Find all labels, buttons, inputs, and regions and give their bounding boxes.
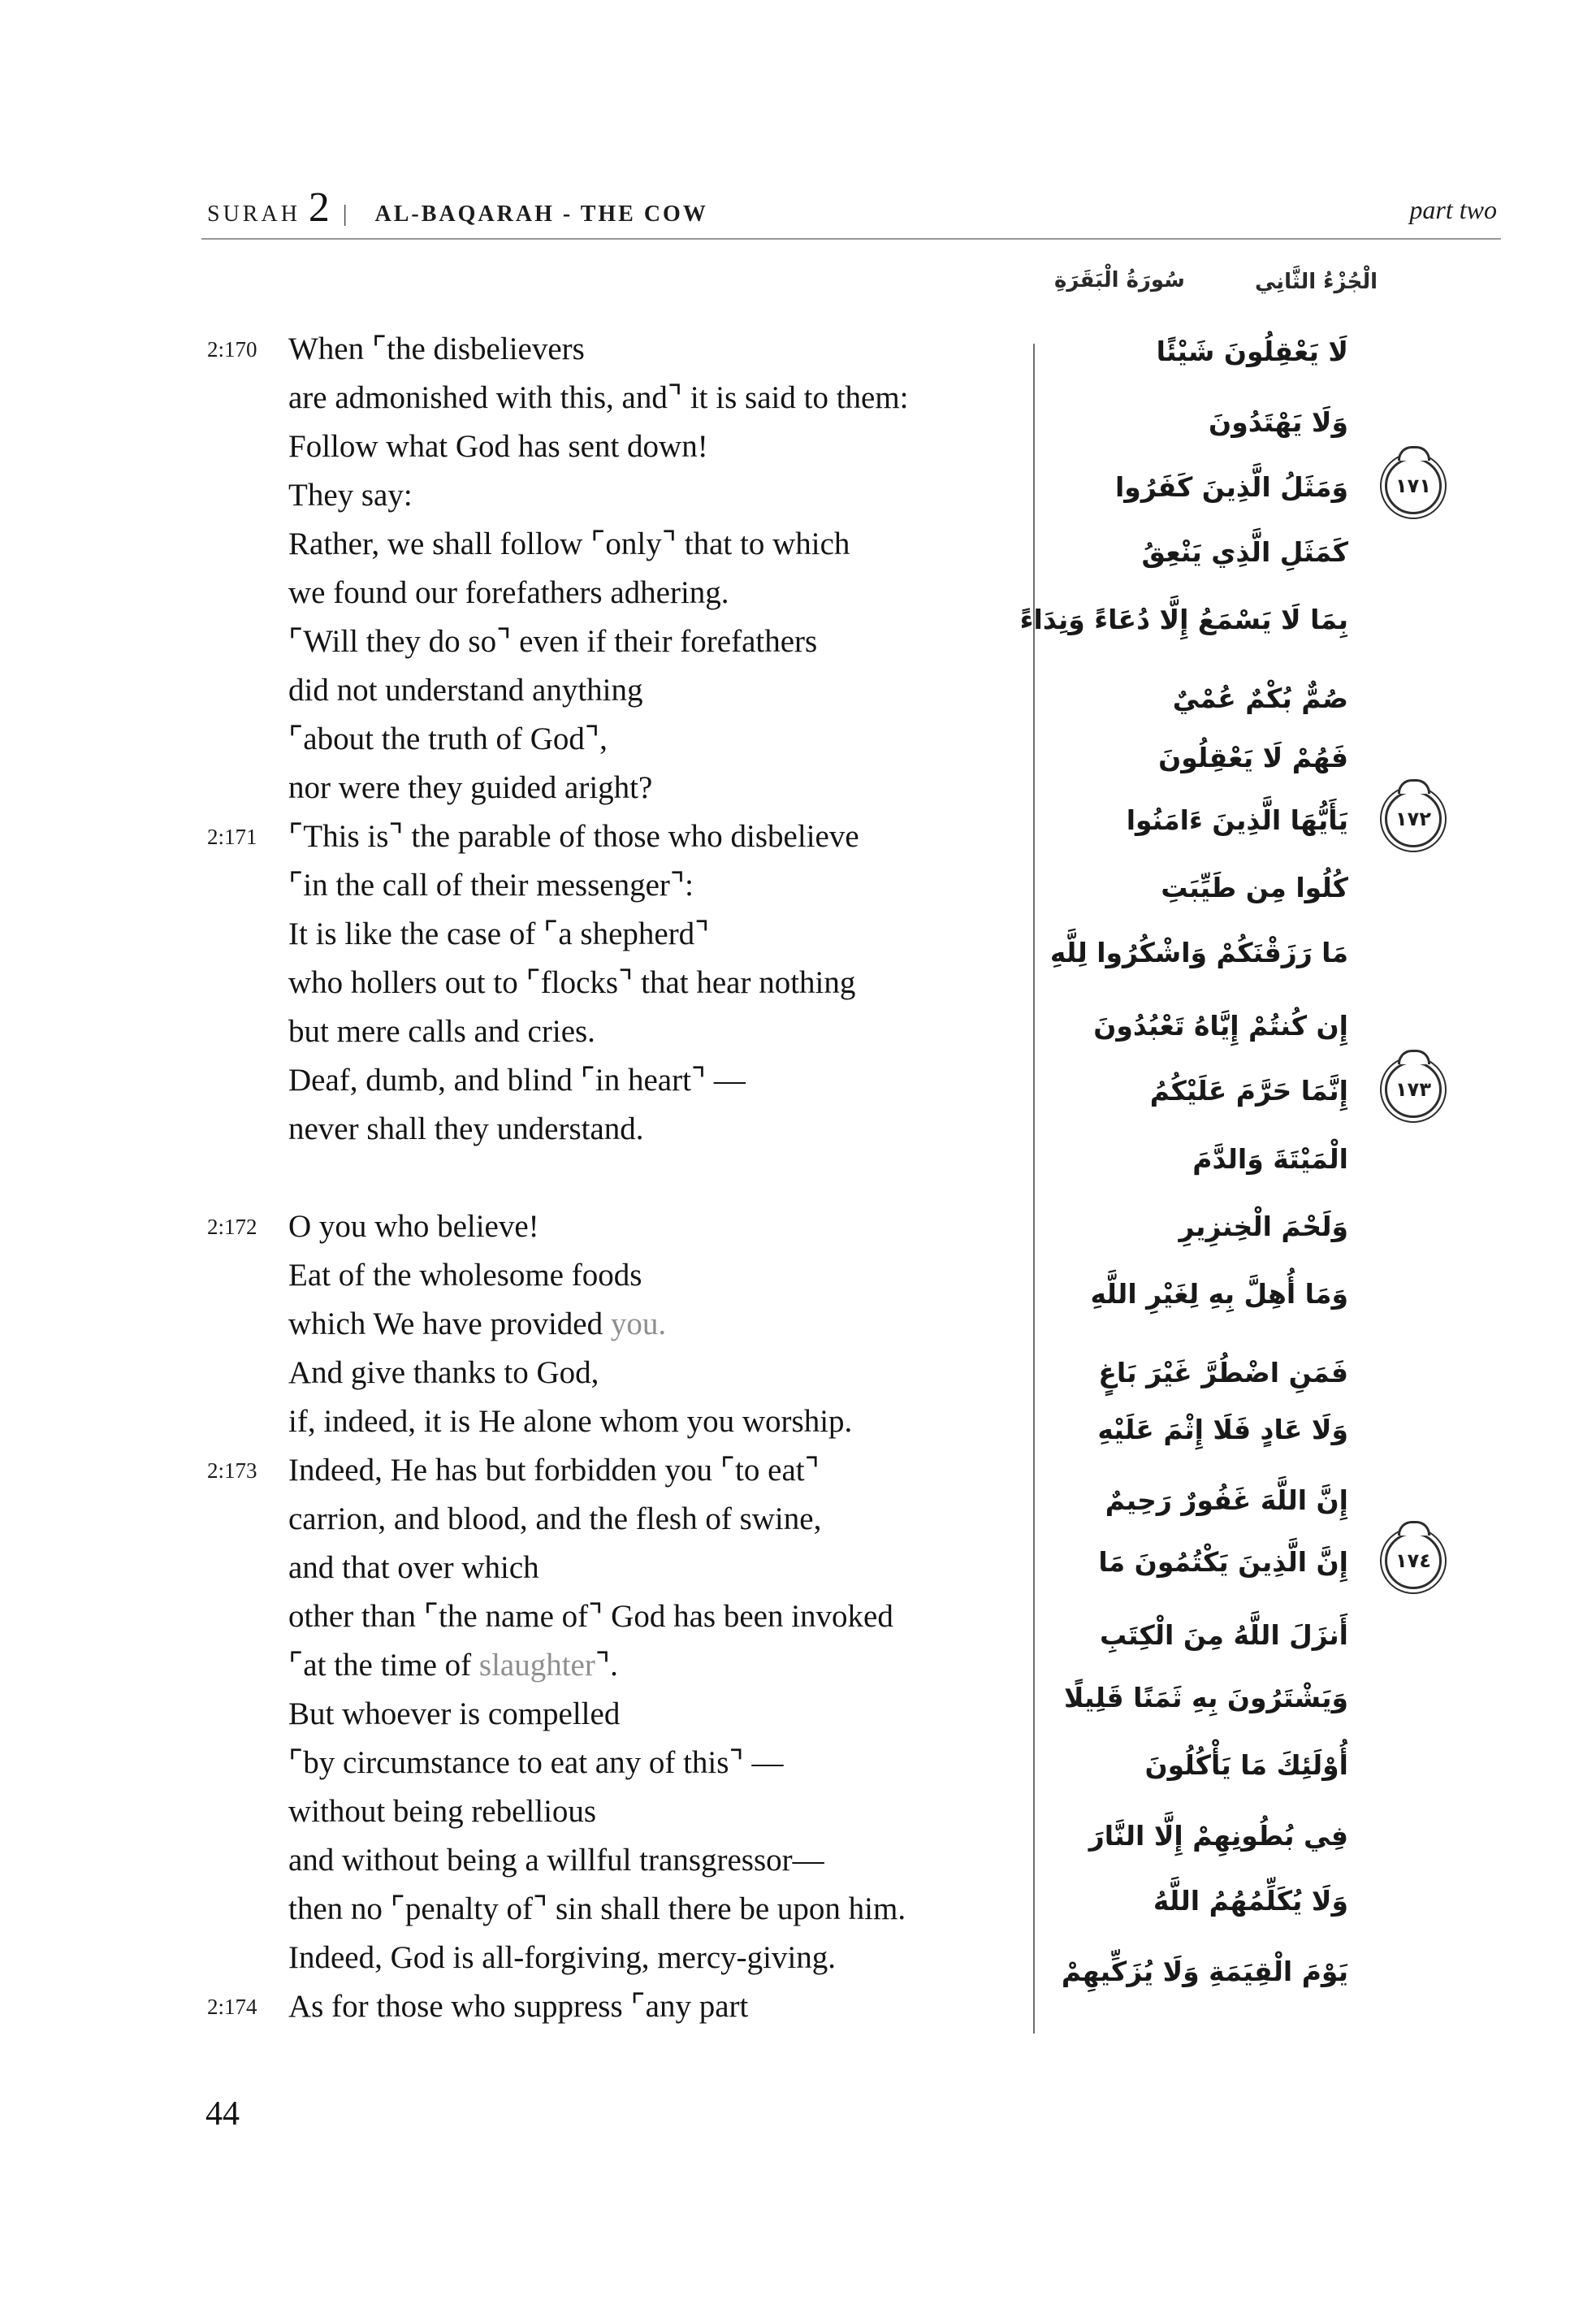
arabic-line: مَا رَزَقْنَكُمْ وَاشْكُرُوا لِلَّهِ xyxy=(1049,937,1348,968)
verse-ref: 2:171 xyxy=(207,825,257,849)
verse-line: never shall they understand. xyxy=(288,1111,644,1146)
verse-line: did not understand anything xyxy=(288,673,643,708)
arabic-line: وَمَا أُهِلَّ بِهِ لِغَيْرِ اللَّهِ xyxy=(1090,1278,1348,1310)
surah-name: AL-BAQARAH - THE COW xyxy=(374,201,708,227)
verse-line: As for those who suppress ⌜any part xyxy=(288,1989,749,2024)
verse-line: Indeed, He has but forbidden you ⌜to eat⌝ xyxy=(288,1453,820,1488)
verse-line: who hollers out to ⌜flocks⌝ that hear nothing xyxy=(288,965,856,1000)
verse-line: but mere calls and cries. xyxy=(288,1014,595,1049)
arabic-line: لَا يَعْقِلُونَ شَيْئًا xyxy=(1156,336,1348,367)
verse-line: Deaf, dumb, and blind ⌜in heart⌝ — xyxy=(288,1063,746,1098)
verse-ref: 2:170 xyxy=(207,337,257,362)
verse-line: we found our forefathers adhering. xyxy=(288,575,729,610)
arabic-line: صُمٌّ بُكْمٌ عُمْيٌ xyxy=(1172,682,1348,714)
verse-line: But whoever is compelled xyxy=(288,1696,621,1731)
verse-ref: 2:173 xyxy=(207,1458,257,1483)
verse-2-170 xyxy=(207,325,1019,812)
surah-calligraphy: سُورَةُ الْبَقَرَةِ xyxy=(1054,268,1185,292)
verse-medallion: ١٧٣ xyxy=(1385,1061,1442,1118)
verse-line: ⌜about the truth of God⌝, xyxy=(288,721,608,756)
verse-line: Rather, we shall follow ⌜only⌝ that to which xyxy=(288,526,850,561)
arabic-line: وَلَا عَادٍ فَلَا إِثْمَ عَلَيْهِ xyxy=(1097,1414,1348,1445)
arabic-line: إِن كُنتُمْ إِيَّاهُ تَعْبُدُونَ xyxy=(1093,1010,1348,1042)
arabic-line: إِنَّمَا حَرَّمَ عَلَيْكُمُ xyxy=(1149,1075,1348,1107)
arabic-line: إِنَّ اللَّهَ غَفُورٌ رَحِيمٌ xyxy=(1105,1484,1348,1516)
verse-line: carrion, and blood, and the flesh of swine, xyxy=(288,1501,822,1536)
verse-line: and that over which xyxy=(288,1550,539,1585)
verse-line: other than ⌜the name of⌝ God has been invoked xyxy=(288,1599,893,1634)
verse-line: They say: xyxy=(288,478,413,513)
verse-line: if, indeed, it is He alone whom you worship. xyxy=(288,1404,853,1439)
arabic-line: كَمَثَلِ الَّذِي يَنْعِقُ xyxy=(1141,536,1348,568)
word-segment: you. xyxy=(610,1306,667,1341)
english-translation-column xyxy=(207,325,1019,2031)
header-rule xyxy=(201,238,1501,240)
part-label: part two xyxy=(1409,195,1497,224)
verse-medallion: ١٧٢ xyxy=(1385,791,1442,847)
verse-line: ⌜at the time of slaughter⌝. xyxy=(288,1648,618,1683)
verse-line: ⌜in the call of their messenger⌝: xyxy=(288,868,694,903)
arabic-line: الْمَيْتَةَ وَالدَّمَ xyxy=(1192,1143,1348,1175)
verse-line: then no ⌜penalty of⌝ sin shall there be upon him. xyxy=(288,1891,906,1926)
verse-line: Eat of the wholesome foods xyxy=(288,1258,642,1293)
column-divider xyxy=(1033,344,1035,2034)
page-number: 44 xyxy=(205,2095,240,2133)
verse-line: nor were they guided aright? xyxy=(288,770,653,805)
arabic-line: وَيَشْتَرُونَ بِهِ ثَمَنًا قَلِيلًا xyxy=(1063,1682,1348,1713)
arabic-line: أَنزَلَ اللَّهُ مِنَ الْكِتَبِ xyxy=(1100,1619,1348,1651)
verse-line: ⌜by circumstance to eat any of this⌝ — xyxy=(288,1745,784,1780)
verse-ref: 2:174 xyxy=(207,1995,257,2019)
verse-line: are admonished with this, and⌝ it is said to them: xyxy=(288,380,909,415)
arabic-line: وَلَا يَهْتَدُونَ xyxy=(1209,406,1348,438)
verse-line: without being rebellious xyxy=(288,1794,597,1829)
arabic-line: وَلَحْمَ الْخِنزِيرِ xyxy=(1179,1211,1348,1242)
verse-2-171 xyxy=(207,812,1019,1154)
arabic-line: وَلَا يُكَلِّمُهُمُ اللَّهُ xyxy=(1153,1885,1348,1917)
juz-calligraphy: الْجُزْءُ الثَّانِي xyxy=(1255,270,1378,294)
arabic-line: فَهُمْ لَا يَعْقِلُونَ xyxy=(1158,742,1348,773)
verse-line: ⌜Will they do so⌝ even if their forefathers xyxy=(288,624,818,659)
arabic-line: وَمَثَلُ الَّذِينَ كَفَرُوا xyxy=(1115,471,1348,503)
surah-header xyxy=(207,184,708,232)
arabic-line: فِي بُطُونِهِمْ إِلَّا النَّارَ xyxy=(1088,1820,1348,1852)
arabic-line: يَأَيُّهَا الَّذِينَ ءَامَنُوا xyxy=(1126,804,1348,836)
surah-label: SURAH xyxy=(207,201,301,227)
arabic-line: أُوْلَئِكَ مَا يَأْكُلُونَ xyxy=(1144,1749,1348,1781)
verse-line: O you who believe! xyxy=(288,1209,539,1244)
verse-ref: 2:172 xyxy=(207,1215,257,1239)
verse-2-172 xyxy=(207,1202,1019,1446)
verse-2-173 xyxy=(207,1446,1019,1982)
verse-line: It is like the case of ⌜a shepherd⌝ xyxy=(288,916,710,951)
verse-line: ⌜This is⌝ the parable of those who disbelieve xyxy=(288,819,859,854)
arabic-line: فَمَنِ اضْطُرَّ غَيْرَ بَاغٍ xyxy=(1098,1357,1348,1388)
word-segment: slaughter xyxy=(478,1648,595,1683)
arabic-line: إِنَّ الَّذِينَ يَكْتُمُونَ مَا xyxy=(1098,1546,1348,1578)
verse-line: And give thanks to God, xyxy=(288,1355,599,1390)
header-separator: | xyxy=(342,201,348,227)
verse-medallion: ١٧٤ xyxy=(1385,1532,1442,1589)
arabic-line: يَوْمَ الْقِيَمَةِ وَلَا يُزَكِّيهِمْ xyxy=(1061,1956,1348,1987)
verse-line: When ⌜the disbelievers xyxy=(288,331,585,366)
verse-line: and without being a willful transgressor— xyxy=(288,1843,824,1878)
arabic-line: كُلُوا مِن طَيِّبَتِ xyxy=(1161,872,1348,903)
verse-medallion: ١٧١ xyxy=(1385,457,1442,514)
verse-2-174 xyxy=(207,1982,1019,2031)
verse-line: which We have provided you. xyxy=(288,1306,667,1341)
verse-line: Follow what God has sent down! xyxy=(288,429,708,464)
arabic-line: بِمَا لَا يَسْمَعُ إِلَّا دُعَاءً وَنِدَاءً xyxy=(1019,604,1348,635)
verse-line: Indeed, God is all-forgiving, mercy-giving. xyxy=(288,1940,837,1975)
surah-number: 2 xyxy=(308,184,330,231)
